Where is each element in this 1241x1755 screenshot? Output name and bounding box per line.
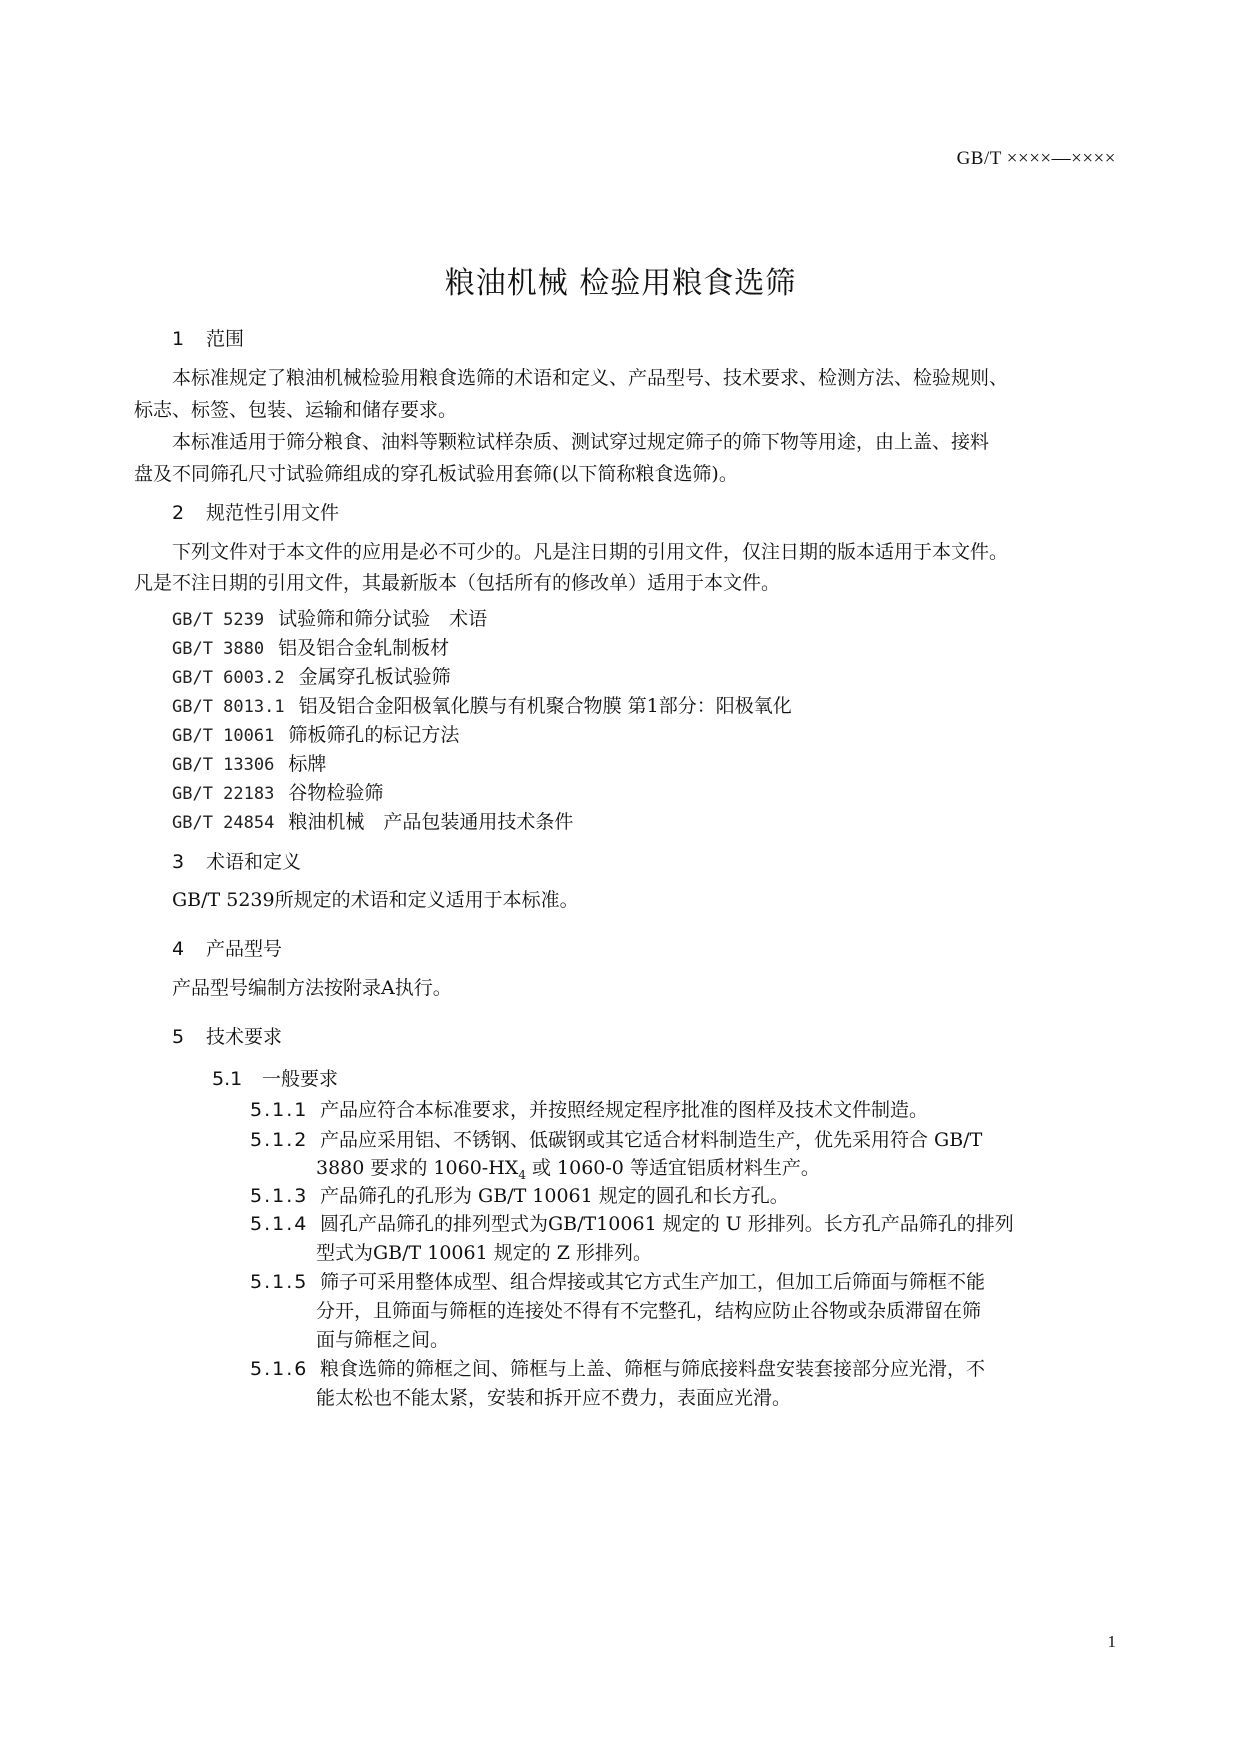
clause-5-1-6-line-2: 能太松也不能太紧，安装和拆开应不费力，表面应光滑。 [316, 1387, 792, 1409]
document-title: 粮油机械 检验用粮食选筛 [444, 266, 797, 301]
section-title: 产品型号 [206, 938, 283, 960]
clause-text: 产品应符合本标准要求，并按照经规定程序批准的图样及技术文件制造。 [320, 1099, 929, 1121]
reference-title: 金属穿孔板试验筛 [298, 666, 451, 688]
subsection-title: 一般要求 [262, 1068, 339, 1090]
reference-code: GB/T 3880 [172, 639, 265, 659]
section-5-heading [172, 1022, 282, 1049]
scope-paragraph-2-line-1: 本标准适用于筛分粮食、油料等颗粒试样杂质、测试穿过规定筛子的筛下物等用途，由上盖、接料 [172, 431, 990, 453]
section-title: 技术要求 [206, 1026, 283, 1048]
section-title: 规范性引用文件 [206, 502, 340, 524]
reference-item [172, 749, 326, 776]
reference-code: GB/T 6003.2 [172, 668, 285, 688]
section-number: 2 [172, 502, 185, 524]
section-number: 5 [172, 1026, 185, 1048]
clause-text-line-1: 产品应采用铝、不锈钢、低碳钢或其它适合材料制造生产，优先采用符合 GB/T [320, 1129, 983, 1151]
section-number: 1 [172, 328, 185, 350]
clause-number: 5.1.4 [250, 1213, 309, 1235]
reference-code: GB/T 24854 [172, 813, 275, 833]
reference-title: 粮油机械 产品包装通用技术条件 [288, 811, 574, 833]
clause-text-line-1: 筛子可采用整体成型、组合焊接或其它方式生产加工，但加工后筛面与筛框不能 [320, 1271, 986, 1293]
clause-number: 5.1.1 [250, 1099, 309, 1121]
references-intro-line-2: 凡是不注日期的引用文件，其最新版本（包括所有的修改单）适用于本文件。 [134, 572, 781, 594]
section-number: 3 [172, 851, 185, 873]
reference-item [172, 604, 487, 631]
reference-code: GB/T 10061 [172, 726, 275, 746]
reference-code: GB/T 22183 [172, 784, 275, 804]
scope-paragraph-1-line-2: 标志、标签、包装、运输和储存要求。 [134, 399, 458, 421]
terms-paragraph: GB/T 5239所规定的术语和定义适用于本标准。 [172, 889, 579, 911]
clause-5-1-5-line-3: 面与筛框之间。 [316, 1329, 450, 1351]
clause-text-line-1: 粮食选筛的筛框之间、筛框与上盖、筛框与筛底接料盘安装套接部分应光滑，不 [320, 1358, 986, 1380]
page-number: 1 [1107, 1632, 1116, 1651]
section-title: 范围 [206, 328, 245, 350]
references-intro-line-1: 下列文件对于本文件的应用是必不可少的。凡是注日期的引用文件，仅注日期的版本适用于本文件。 [172, 541, 1009, 563]
subsection-5-1-heading [212, 1064, 338, 1091]
clause-number: 5.1.6 [250, 1358, 309, 1380]
section-3-heading [172, 847, 301, 874]
clause-number: 5.1.5 [250, 1271, 309, 1293]
reference-code: GB/T 13306 [172, 755, 275, 775]
reference-item [172, 778, 383, 805]
reference-item [172, 807, 573, 834]
clause-text-line-1: 圆孔产品筛孔的排列型式为GB/T10061 规定的 U 形排列。长方孔产品筛孔的排列 [320, 1213, 1014, 1235]
reference-title: 标牌 [288, 753, 327, 775]
section-number: 4 [172, 938, 185, 960]
reference-title: 筛板筛孔的标记方法 [288, 724, 460, 746]
clause-number: 5.1.2 [250, 1129, 309, 1151]
reference-item [172, 691, 792, 718]
clause-5-1-5-line-2: 分开，且筛面与筛框的连接处不得有不完整孔，结构应防止谷物或杂质滞留在筛 [316, 1300, 982, 1322]
model-paragraph: 产品型号编制方法按附录A执行。 [172, 977, 452, 999]
reference-code: GB/T 5239 [172, 610, 265, 630]
reference-title: 铝及铝合金阳极氧化膜与有机聚合物膜 第1部分：阳极氧化 [298, 695, 792, 717]
clause-5-1-4-line-2: 型式为GB/T 10061 规定的 Z 形排列。 [316, 1242, 653, 1264]
reference-item [172, 633, 449, 660]
reference-title: 铝及铝合金轧制板材 [278, 637, 450, 659]
reference-title: 谷物检验筛 [288, 782, 384, 804]
reference-title: 试验筛和筛分试验 术语 [278, 608, 488, 630]
section-title: 术语和定义 [206, 851, 302, 873]
subsection-number: 5.1 [212, 1068, 243, 1090]
reference-item [172, 662, 451, 689]
reference-code: GB/T 8013.1 [172, 697, 285, 717]
reference-item [172, 720, 459, 747]
section-1-heading [172, 324, 244, 351]
clause-text-line-2a: 3880 要求的 1060-HX [316, 1157, 519, 1179]
standard-code-header: GB/T ××××—×××× [956, 148, 1116, 169]
clause-text: 产品筛孔的孔形为 GB/T 10061 规定的圆孔和长方孔。 [320, 1185, 789, 1207]
scope-paragraph-2-line-2: 盘及不同筛孔尺寸试验筛组成的穿孔板试验用套筛(以下简称粮食选筛)。 [134, 463, 738, 485]
section-4-heading [172, 934, 282, 961]
clause-number: 5.1.3 [250, 1185, 309, 1207]
subscript: 4 [518, 1167, 526, 1182]
section-2-heading [172, 498, 339, 525]
clause-text-line-2b: 或 1060-0 等适宜铝质材料生产。 [525, 1157, 820, 1179]
scope-paragraph-1-line-1: 本标准规定了粮油机械检验用粮食选筛的术语和定义、产品型号、技术要求、检测方法、检验规则、 [172, 367, 1009, 389]
